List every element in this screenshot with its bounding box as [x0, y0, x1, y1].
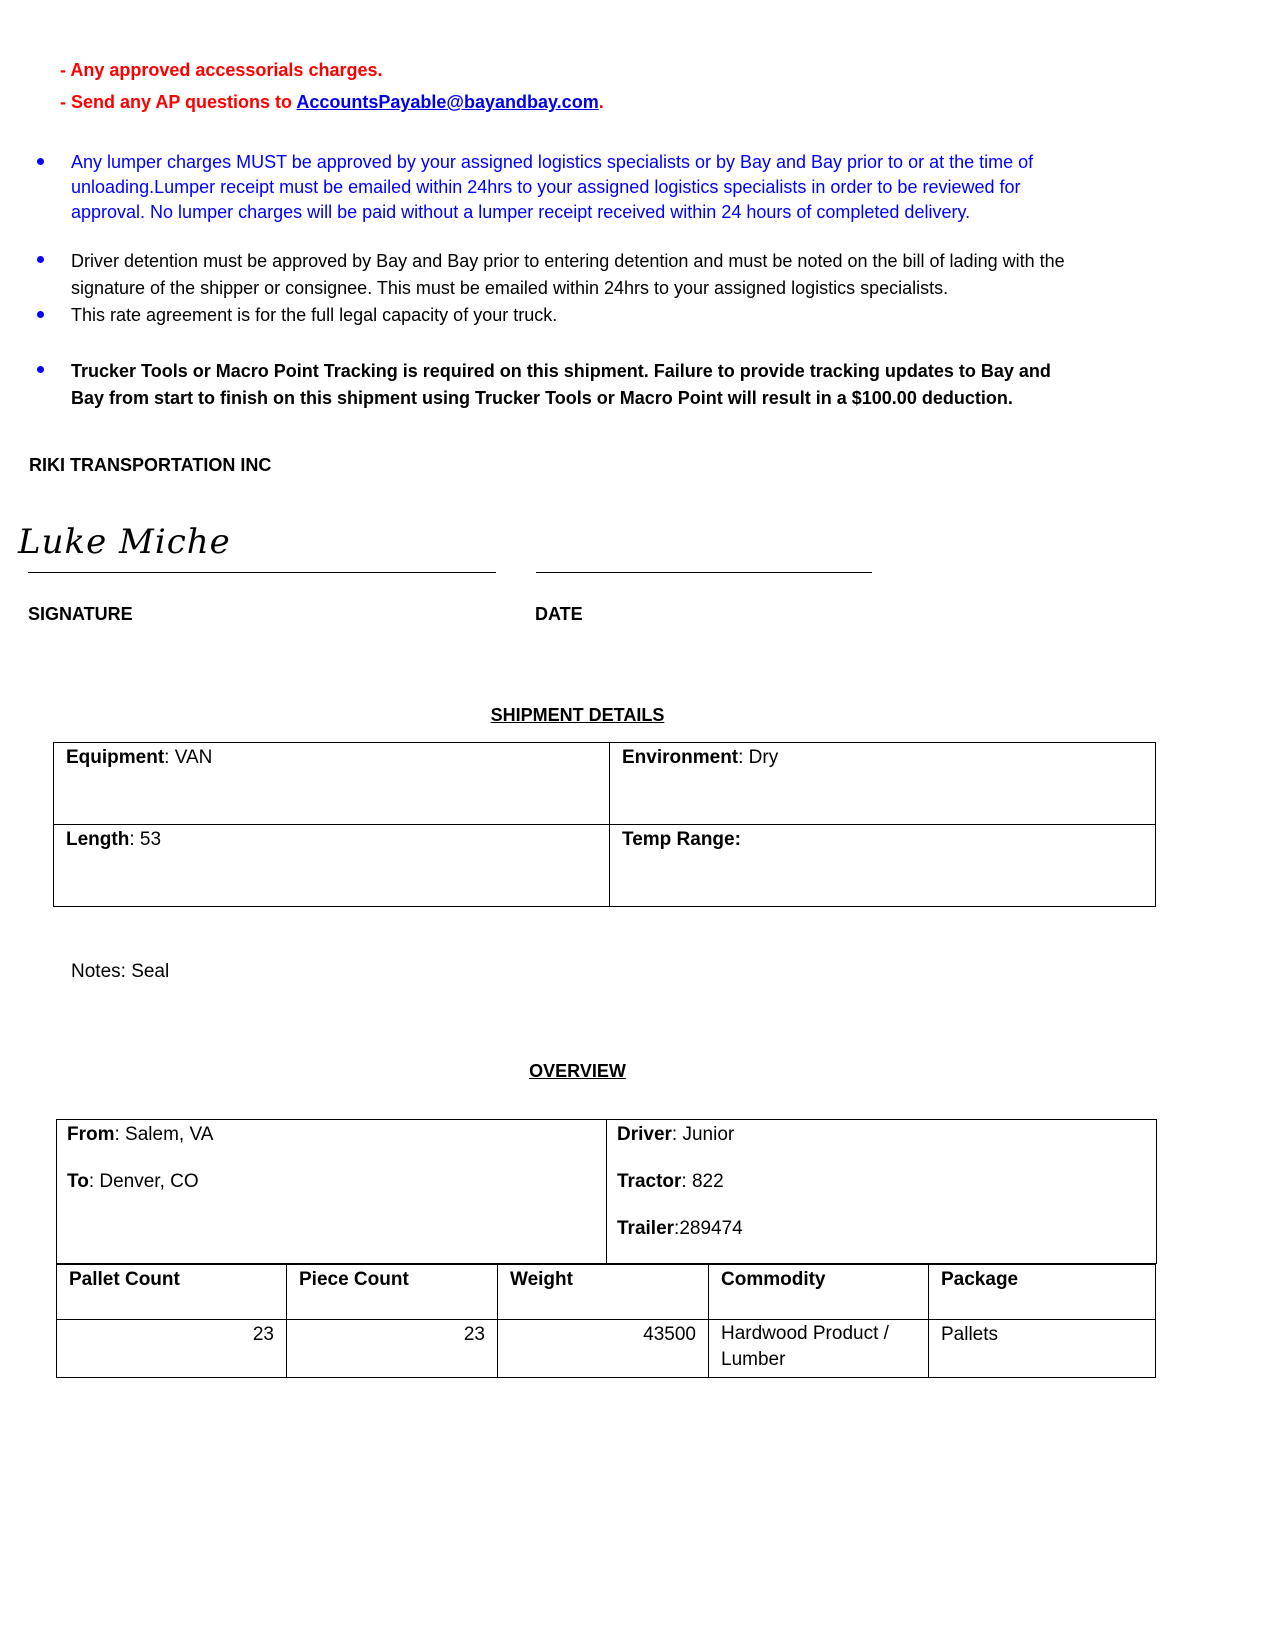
- ap-questions-line: [60, 92, 604, 113]
- column-header: Commodity: [709, 1265, 929, 1320]
- from-label: From: [67, 1124, 115, 1145]
- detention-bullet-text: Driver detention must be approved by Bay and Bay prior to entering detention and must be noted on the bill of lading with the signature of the shipper or consignee. This must be emailed within 24hrs to your assigned logistics specialists.: [71, 251, 1065, 298]
- temp-range-label: Temp Range:: [622, 829, 741, 850]
- driver-value: : Junior: [671, 1124, 735, 1145]
- environment-value: : Dry: [738, 747, 779, 768]
- ap-prefix: - Send any AP questions to: [60, 92, 297, 112]
- driver-label: Driver: [617, 1124, 672, 1145]
- length-label: Length: [66, 829, 130, 850]
- to-label: To: [67, 1171, 89, 1192]
- bullet-icon: [37, 256, 44, 263]
- handwritten-signature: Luke Miche: [18, 522, 231, 562]
- bullet-icon: [37, 366, 44, 373]
- tracking-bullet-text: Trucker Tools or Macro Point Tracking is required on this shipment. Failure to provide tracking updates to Bay and Bay from start to finish on this shipment using Trucker Tools or Macro Point will result in a $100.00 deduction.: [71, 361, 1051, 408]
- overview-route-table: [56, 1119, 1157, 1264]
- weight-cell: 43500: [498, 1320, 709, 1378]
- column-header: Pallet Count: [57, 1265, 287, 1320]
- equipment-value: : VAN: [164, 747, 213, 768]
- lumper-bullet-text: Any lumper charges MUST be approved by your assigned logistics specialists or by Bay and Bay prior to or at the time of unloading.Lumper receipt must be emailed within 24hrs to your assigned logistics specialists in order to be reviewed for approval. No lumper charges will be paid without a lumper receipt received within 24 hours of completed delivery.: [71, 152, 1034, 222]
- date-label: DATE: [535, 604, 583, 624]
- column-header: Piece Count: [287, 1265, 498, 1320]
- column-header: Weight: [498, 1265, 709, 1320]
- accessorials-line: - Any approved accessorials charges.: [60, 60, 383, 80]
- capacity-bullet-text: This rate agreement is for the full legal capacity of your truck.: [71, 305, 558, 325]
- pallet-count-cell: 23: [57, 1320, 287, 1378]
- shipment-details-table: [53, 742, 1156, 907]
- commodity-cell: Hardwood Product / Lumber: [709, 1320, 929, 1378]
- carrier-name: RIKI TRANSPORTATION INC: [29, 455, 272, 475]
- environment-label: Environment: [622, 747, 739, 768]
- driver-cell: [607, 1120, 1157, 1264]
- environment-cell: [610, 743, 1156, 825]
- shipment-details-title: SHIPMENT DETAILS: [490, 705, 665, 725]
- trailer-label: Trailer: [617, 1218, 675, 1239]
- trailer-value: :289474: [674, 1218, 743, 1239]
- table-row: [57, 1320, 1156, 1378]
- piece-count-cell: 23: [287, 1320, 498, 1378]
- overview-cargo-table: [56, 1264, 1156, 1378]
- tractor-value: : 822: [681, 1171, 724, 1192]
- overview-title: OVERVIEW: [529, 1061, 626, 1081]
- route-cell: [57, 1120, 607, 1264]
- notes: Notes: Seal: [71, 961, 170, 982]
- length-cell: [54, 825, 610, 907]
- signature-label: SIGNATURE: [28, 604, 133, 624]
- length-value: : 53: [129, 829, 162, 850]
- to-value: : Denver, CO: [88, 1171, 199, 1192]
- ap-email-link[interactable]: AccountsPayable@bayandbay.com: [296, 92, 599, 112]
- column-header: Package: [929, 1265, 1156, 1320]
- signature-line: [28, 572, 496, 573]
- from-value: : Salem, VA: [114, 1124, 214, 1145]
- ap-suffix: .: [598, 92, 604, 112]
- date-line: [536, 572, 872, 573]
- equipment-cell: [54, 743, 610, 825]
- bullet-icon: [37, 311, 44, 318]
- package-cell: Pallets: [929, 1320, 1156, 1378]
- temp-range-cell: [610, 825, 1156, 907]
- equipment-label: Equipment: [66, 747, 165, 768]
- tractor-label: Tractor: [617, 1171, 682, 1192]
- bullet-icon: [37, 158, 44, 165]
